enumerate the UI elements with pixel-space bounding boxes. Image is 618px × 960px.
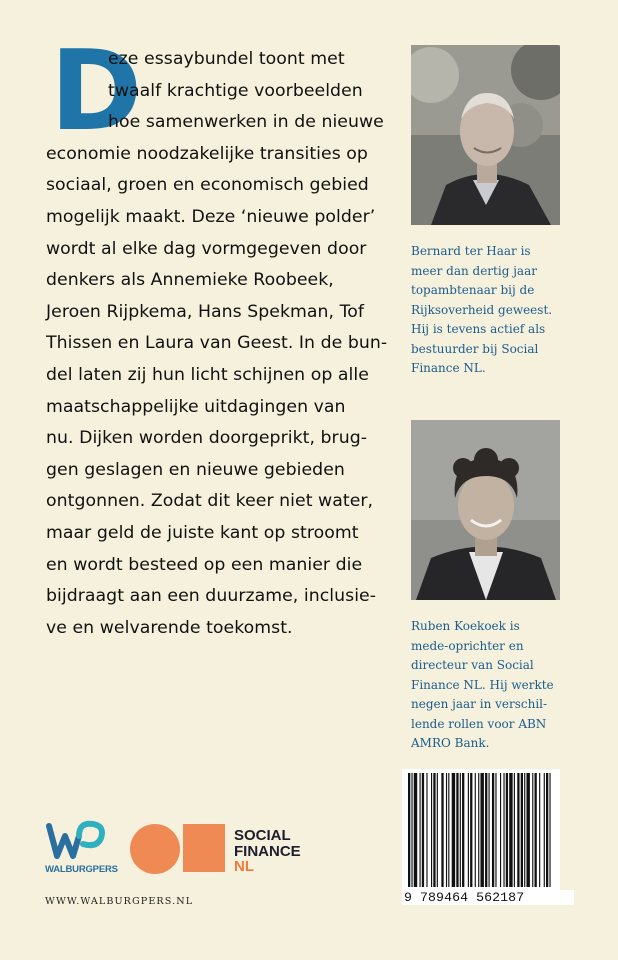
author-bio-bernard [411,242,586,379]
barcode-bar [408,773,410,887]
description-line: economie noodzakelijke transities op [46,143,368,164]
social-finance-logo-text [234,828,301,875]
description-line: gen geslagen en nieuwe gebieden [46,459,345,480]
barcode-bar [535,773,537,887]
barcode-bar [448,773,449,887]
description-line: ve en welvarende toekomst. [46,617,293,638]
bio-line: mede-oprichter en [411,638,524,653]
bio-line: negen jaar in verschil- [411,697,548,711]
barcode-bar [544,773,545,887]
barcode-bar [485,773,487,887]
description-line: denkers als Annemieke Roobeek, [46,270,334,291]
bio-line: directeur van Social [411,658,534,672]
barcode-bar [532,773,533,887]
bio-line: lende rollen voor ABN [411,716,547,731]
barcode-bar [503,773,504,887]
description-line: Jeroen Rijpkema, Hans Spekman, Tof [46,301,365,322]
barcode-bar [420,773,421,887]
barcode-bar [480,773,483,887]
portrait-photo-ruben [411,420,560,600]
bio-line: AMRO Bank. [411,736,490,750]
barcode-bar [478,773,479,887]
barcode-bar [495,773,496,887]
description-line: maatschappelijke uitdagingen van [46,396,346,417]
barcode-bar [452,773,455,887]
description-line: eze essaybundel toont met [108,49,345,69]
bio-line: Hij is tevens actief als [411,322,546,336]
barcode-bar [492,773,494,887]
social-finance-line2: FINANCE [234,842,301,860]
barcode-bar [514,773,515,887]
isbn-number: 9 789464 562187 [402,890,574,905]
description-line: maar geld de juiste kant op stroomt [46,522,359,543]
barcode-bar [475,773,476,887]
description-line: mogelijk maakt. Deze ‘nieuwe polder’ [46,206,376,227]
description-line: twaalf krachtige voorbeelden [108,80,363,101]
barcode-bar [441,773,443,887]
bio-line: topambtenaar bij de [411,283,535,297]
author-bio-ruben [411,617,586,754]
bio-line: bestuurder bij Social [411,341,539,356]
barcode-bar [437,773,438,887]
bio-line: Ruben Koekoek is [411,619,520,633]
description-line: hoe samenwerken in de nieuwe [108,112,384,133]
social-finance-line3: NL [234,858,254,875]
barcode-bar [526,773,529,887]
barcode-bar [433,773,435,887]
barcode-bar [468,773,469,887]
social-finance-square-icon [183,824,225,872]
barcode-bar [426,773,427,887]
description-line: wordt al elke dag vormgegeven door [46,238,367,259]
description-line: sociaal, groen en economisch gebied [46,175,369,196]
barcode-bar [470,773,472,887]
barcode-bar [546,773,548,887]
barcode-bar [500,773,501,887]
social-finance-circle-icon [130,824,180,874]
bio-line: meer dan dertig jaar [411,263,537,278]
barcode-bar [431,773,432,887]
back-cover-description [46,27,388,644]
barcode-bar [411,773,412,887]
publisher-website: WWW.WALBURGPERS.NL [45,896,194,907]
barcode-bar [456,773,458,887]
bio-line: Bernard ter Haar is [411,244,531,258]
barcode-bar [462,773,464,887]
barcode-bar [460,773,461,887]
description-line: del laten zij hun licht schijnen op alle [46,364,369,385]
barcode-bar [422,773,424,887]
description-line: bijdraagt aan een duurzame, inclusie- [46,586,377,607]
bio-line: Rijksoverheid geweest. [411,302,553,317]
description-line: nu. Dijken worden doorgeprikt, brug- [46,428,368,449]
barcode-bar [446,773,447,887]
barcode-bar [539,773,540,887]
barcode-bar [521,773,523,887]
description-line: en wordt besteed op een manier die [46,554,363,575]
bio-line: Finance NL. [411,361,486,375]
barcode-bar [524,773,525,887]
walburgpers-logo-text: WALBURGPERS [45,864,118,875]
drop-cap-letter: D [50,27,143,156]
portrait-photo-bernard [411,45,560,225]
barcode-bar [489,773,490,887]
description-line: ontgonnen. Zodat dit keer niet water, [46,491,374,512]
barcode-bar [517,773,519,887]
barcode-bar [414,773,417,887]
description-line: Thissen en Laura van Geest. In de bun- [46,333,388,354]
barcode-bar [509,773,512,887]
social-finance-line1: SOCIAL [234,827,291,844]
barcode-bar [506,773,508,887]
bio-line: Finance NL. Hij werkte [411,677,554,692]
barcode-bar [549,773,550,887]
